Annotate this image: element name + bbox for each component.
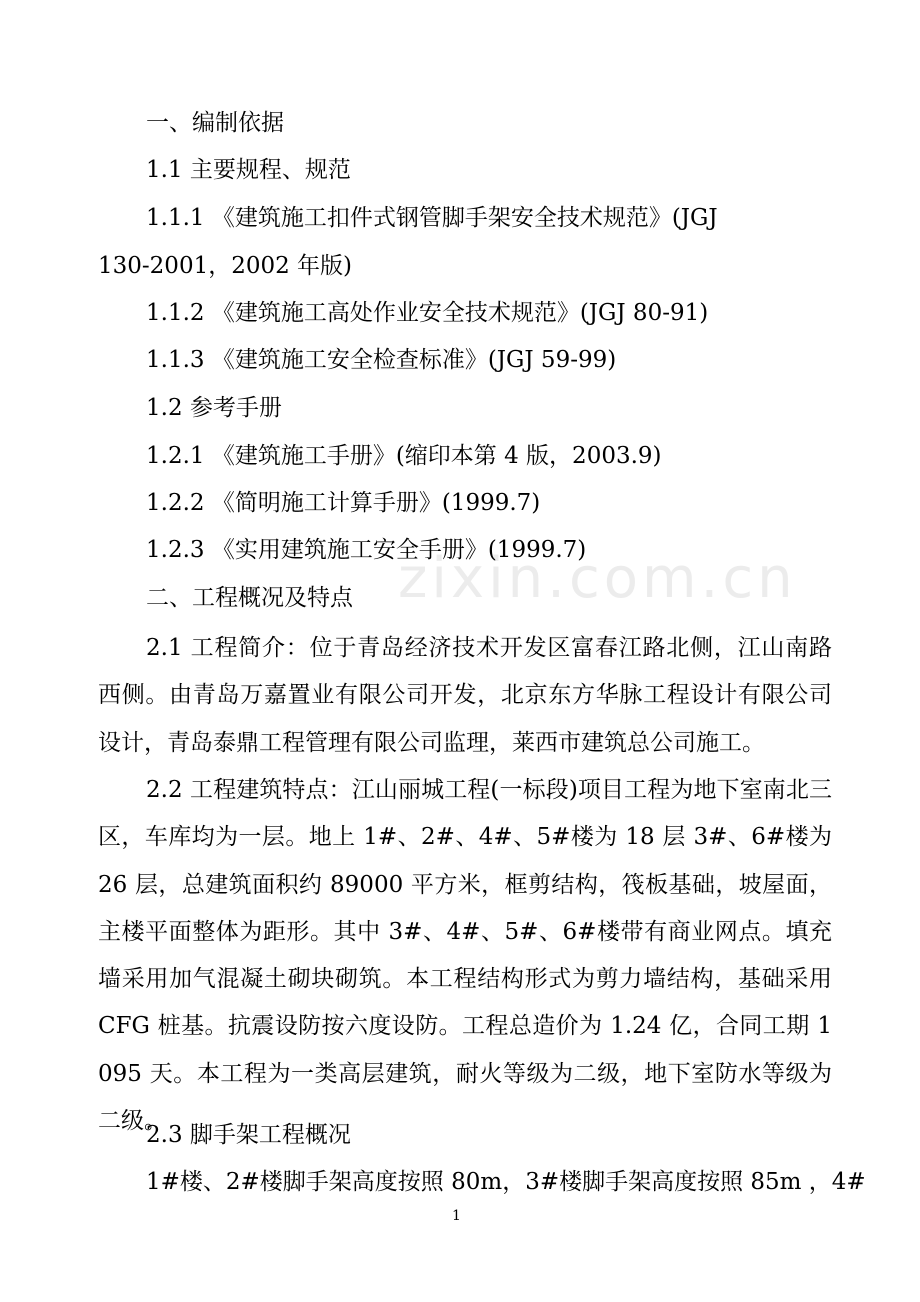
item-1-2-2: 1.2.2 《简明施工计算手册》(1999.7) — [146, 490, 541, 516]
paragraph-2-3-start: 1#楼、2#楼脚手架高度按照 80m，3#楼脚手架高度按照 85m ，4# — [146, 1169, 866, 1195]
item-1-1-1-line-1: 1.1.1 《建筑施工扣件式钢管脚手架安全技术规范》(JGJ — [146, 205, 718, 231]
item-1-2-1: 1.2.1 《建筑施工手册》(缩印本第 4 版，2003.9) — [146, 443, 662, 469]
section-1-1-title: 1.1 主要规程、规范 — [146, 157, 351, 183]
heading-basis: 一、编制依据 — [146, 110, 284, 136]
paragraph-2-2-building-features: 2.2 工程建筑特点：江山丽城工程(一标段)项目工程为地下室南北三区，车库均为一层。地上 1#、2#、4#、5#楼为 18 层 3#、6#楼为 26 层，总建筑面积约 89000 平方米，框剪结构，筏板基础，坡屋面，主楼平面整体为距形。其中 3#、4#、5#、6#楼带有商业网点。填充墙采用加气混凝土砌块砌筑。本工程结构形式为剪力墙结构，基础采用 CFG 桩基。抗震设防按六度设防。工程总造价为 1.24 亿，合同工期 1095 天。本工程为一类高层建筑，耐火等级为二级，地下室防水等级为二级。 — [98, 777, 832, 1135]
heading-overview: 二、工程概况及特点 — [146, 585, 353, 611]
item-1-1-3: 1.1.3 《建筑施工安全检查标准》(JGJ 59-99) — [146, 347, 617, 373]
section-1-2-title: 1.2 参考手册 — [146, 395, 282, 421]
item-1-2-3: 1.2.3 《实用建筑施工安全手册》(1999.7) — [146, 537, 587, 563]
watermark: zixin.com.cn — [398, 546, 797, 611]
paragraph-2-1-project-intro: 2.1 工程简介：位于青岛经济技术开发区富春江路北侧，江山南路西侧。由青岛万嘉置业有限公司开发，北京东方华脉工程设计有限公司设计，青岛泰鼎工程管理有限公司监理，莱西市建筑总公司施工。 — [98, 635, 832, 756]
item-1-1-2: 1.1.2 《建筑施工高处作业安全技术规范》(JGJ 80-91) — [146, 300, 709, 326]
page-number: 1 — [452, 1208, 461, 1224]
section-2-3-title: 2.3 脚手架工程概况 — [146, 1122, 351, 1148]
item-1-1-1-line-2: 130-2001，2002 年版) — [98, 253, 353, 279]
